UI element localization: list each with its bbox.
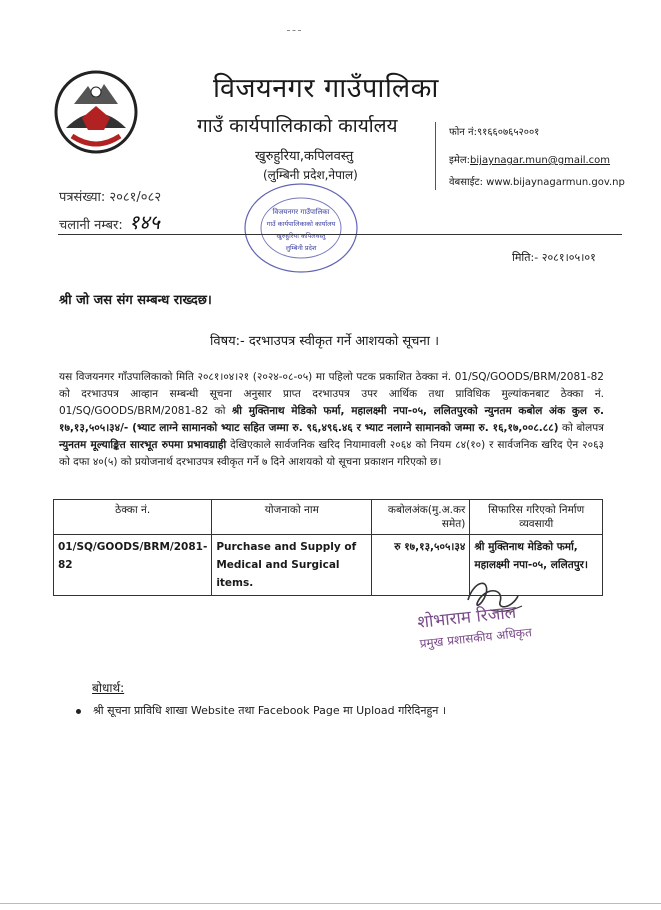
table-header: योजनाको नाम [212,500,372,535]
website-link[interactable]: www.bijaynagarmun.gov.np [486,177,625,188]
signatory-name: शोभाराम रिजाल [416,602,518,633]
signature-stamp [416,598,532,652]
patra-label: पत्रसंख्या: [59,190,106,205]
body-text-2: को बोलपत्र [558,422,604,434]
scan-bottom-edge [0,903,661,904]
phone-number: फोन नं:९१६६०७६५२००१ [449,127,540,138]
nepal-emblem-icon [52,68,140,156]
stamp-line-3: खुरुहुरिया कपिलवस्तु [276,232,326,240]
chalani-label: चलानी नम्बर: [59,218,123,233]
table-cell-project: Purchase and Supply of Medical and Surgical items. [212,535,372,596]
body-text-3: देखिएकाले सार्वजनिक खरिद नियामावली २०६४ को नियम ८४(१०) र सार्वजनिक खरिद ऐन २०६३ को दफा ४०(५) को प्रयोजनार्थ दरभाउपत्र स्वीकृत गर्ने ७ दिने आशयको यो सूचना प्रकाशन गरिएको छ। [59,439,604,468]
table-cell-vendor: श्री मुक्तिनाथ मेडिको फर्मा, महालक्ष्मी नपा-०५, ललितपुर। [470,535,603,596]
table-header: ठेक्का नं. [54,500,212,535]
scan-mark [287,30,301,31]
header-divider [58,234,622,235]
bodharth-item [76,703,446,718]
letter-date: मिति:- २०८१।०५।०१ [512,251,596,264]
email-label: इमेल: [449,155,471,166]
subject-line: विषय:- दरभाउपत्र स्वीकृत गर्ने आशयको सूचना । [210,334,440,349]
table-cell-amount: रु १७,१३,५०५।३४ [372,535,470,596]
table-header: सिफारिस गरिएको निर्माण व्यवसायी [470,500,603,535]
body-paragraph [59,369,604,471]
stamp-line-2: गाउँ कार्यपालिकाको कार्यालय [266,220,336,228]
email-link[interactable]: bijaynagar.mun@gmail.com [470,155,611,166]
office-province: (लुम्बिनी प्रदेश,नेपाल) [263,168,358,182]
bodharth-item-text: श्री सूचना प्राविधि शाखा Website तथा Facebook Page मा Upload गरिदिनहुन । [93,704,447,717]
signatory-title: प्रमुख प्रशासकीय अधिकृत [418,625,533,651]
office-stamp [242,180,360,276]
chalani-value: १४५ [128,210,160,234]
stamp-line-4: लुम्बिनी प्रदेश [285,244,317,252]
body-text-1: यस विजयनगर गाँउपालिकाको मिति २०८१।०४।२१ (२०२४-०८-०५) मा पहिलो पटक प्रकाशित ठेक्का नं. 01/SQ/GOODS/BRM/2081-82 को दरभाउपत्र आव्हान सम्बन्धी सूचना अनुसार प्राप्त दरभाउपत्र उपर आर्थिक तथा प्राविधिक मुल्यांकनबाट ठेक्का नं. 01/SQ/GOODS/BRM/2081-82 को [59,371,604,417]
patra-sankhya [59,187,161,205]
contact-bracket [435,122,448,190]
bodharth-label: बोधार्थ: [92,681,125,695]
office-address: खुरुहुरिया,कपिलवस्तु [255,149,354,164]
patra-value: २०८१/०८२ [109,190,162,205]
salutation: श्री जो जस संग सम्बन्ध राख्दछ। [59,293,212,308]
body-bold-1: श्री मुक्तिनाथ मेडिको फर्मा, महालक्ष्मी नपा-०५, ललितपुरको न्युनतम कबोल अंक कुल रु. १७,१३,५०५।३४/- (भ्याट लाग्ने सामानको भ्याट सहित जम्मा रु. ९६,४९६.४६ र भ्याट नलाग्ने सामानको जम्मा रु. १६,१७,००८.८८) [59,405,604,434]
office-title: विजयनगर गाउँपालिका [213,73,439,104]
table-cell-contract: 01/SQ/GOODS/BRM/2081-82 [54,535,212,596]
table-header: कबोलअंक(मु.अ.कर समेत) [372,500,470,535]
stamp-line-1: विजयनगर गाउँपालिका [272,208,330,216]
bullet-icon [76,709,81,714]
email-line [449,152,610,166]
chalani-number [59,208,160,235]
website-label: वेबसाईट: [449,177,483,188]
body-bold-2: न्युनतम मूल्याङ्कित सारभूत रुपमा प्रभावग्राही [59,439,227,451]
office-subtitle: गाउँ कार्यपालिकाको कार्यालय [197,115,398,137]
table-header-row [54,500,603,535]
website-line [449,174,625,188]
